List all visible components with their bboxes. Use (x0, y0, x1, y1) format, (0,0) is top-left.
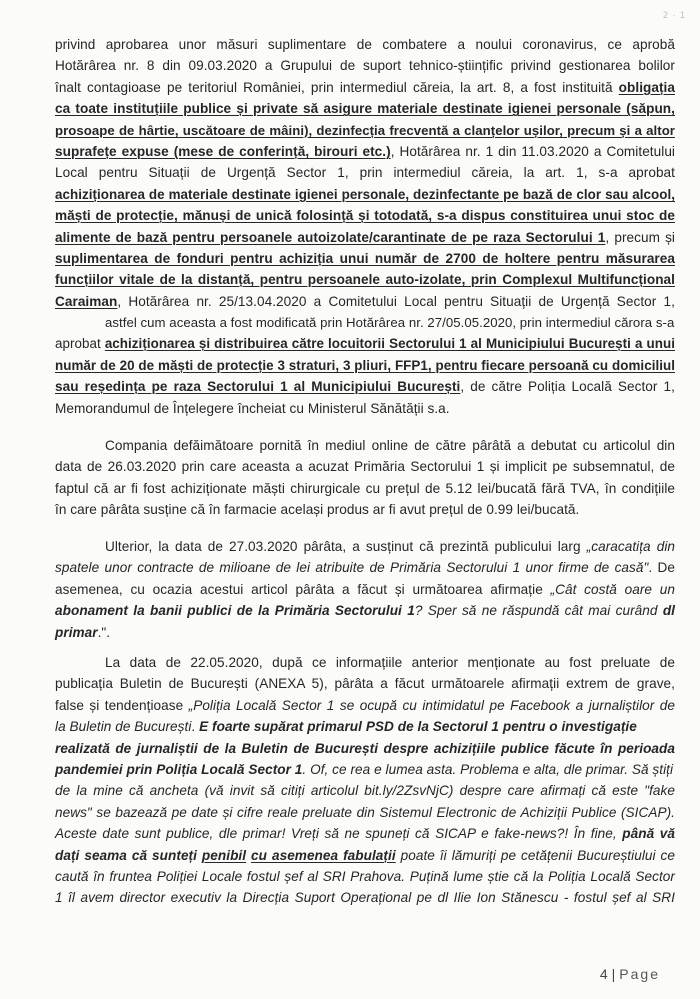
text-line (55, 184, 675, 205)
text-line (55, 579, 675, 600)
text-line (55, 802, 675, 823)
text-run: Ulterior, la data de 27.03.2020 pârâta, a susținut că prezintă publicului larg (105, 539, 587, 554)
text-run: înalt contagioase pe teritoriul României, prin intermediul căreia, la art. 8, a fost instituită (55, 79, 619, 95)
text-line (55, 456, 675, 477)
text-line (55, 333, 675, 354)
corner-mark: 2 · 1 (662, 10, 686, 20)
text-run: privind aprobarea unor măsuri suplimentare de combatere a noului coronavirus, ce aprobă (55, 37, 675, 52)
text-line (55, 312, 675, 333)
text-run: data de 26.03.2020 prin care aceasta a acuzat Primăria Sectorului 1 și implicit pe subsemnatul, de (55, 459, 675, 475)
text-run: Hotărârea nr. 8 din 09.03.2020 a Grupului de suport tehnico-științific privind gestionarea bolilor (55, 58, 675, 74)
text-line (55, 887, 675, 908)
text-line (55, 478, 675, 499)
underlined-text: Caraiman (55, 293, 118, 309)
text-line (55, 866, 675, 887)
text-line (55, 291, 675, 312)
underlined-text: ca toate instituțiile publice și private să asigure materiale destinate igienei personale (săpun, (55, 101, 675, 117)
text-run: astfel cum aceasta a fost modificată prin Hotărârea nr. 27/05.05.2020, prin intermediul cărora s-a (105, 315, 675, 331)
text-run: „Poliția Locală Sector 1 se ocupă cu intimidatul pe Facebook a jurnaliștilor de (188, 697, 675, 713)
text-line (55, 716, 675, 737)
underlined-text: suprafețe expuse (mese de conferință, birouri etc.) (55, 143, 391, 159)
text-run: . (191, 719, 200, 735)
text-line (55, 269, 675, 290)
text-line (55, 248, 675, 269)
bold-text: până vă (622, 826, 675, 842)
text-line (55, 622, 675, 643)
text-run: Memorandumul de Înțelegere încheiat cu Ministerul Sănătății s.a. (55, 400, 450, 416)
underlined-text: prosoape de hârtie, uscătoare de mâini), dezinfecția frecventă a clanțelor ușilor, precum și a altor (55, 122, 675, 138)
text-line (55, 34, 675, 55)
text-run: caută în fruntea Poliției Locale fostul șef al SRI Prahova. Puțină lume știe că la Poliția Locală Sector (55, 868, 675, 884)
text-run: Local pentru Situații de Urgență Sector 1, prin intermediul căreia, la art. 1, s-a aprobat (55, 165, 675, 181)
text-run: la Buletin de București (55, 719, 192, 735)
text-line (55, 823, 675, 844)
text-run: aprobat (55, 336, 105, 352)
text-run: , Hotărârea nr. 1 din 11.03.2020 a Comitetului (390, 143, 675, 159)
text-run: în care pârâta susține că în farmacie același produs ar fi avut prețul de 0.99 lei/bucată. (55, 502, 580, 518)
text-run: „Cât costă oare un (550, 581, 675, 597)
text-run: , precum și (605, 229, 676, 245)
text-run: publicația Buletin de București (ANEXA 5), pârâta a făcut următoarele afirmații extrem de grave, (55, 676, 675, 692)
text-run: , de către Poliția Locală Sector 1, (460, 379, 675, 395)
text-run: poate îi lămuriți pe cetățenii Bucureștiului ce (395, 847, 675, 863)
text-run: La data de 22.05.2020, după ce informațiile anterior menționate au fost preluate de (105, 655, 675, 670)
paragraph (55, 34, 675, 419)
text-run: 1 îl avem director executiv la Direcția Suport Operațional pe dl Ilie Ion Stănescu - fostul șef al SRI (55, 890, 675, 906)
underlined-text: cu asemenea fabulații (251, 847, 396, 863)
text-line (55, 759, 675, 780)
text-line (55, 652, 675, 673)
text-run: „caracatița din (586, 539, 675, 554)
text-line (55, 738, 675, 759)
underlined-text: suplimentarea de fonduri pentru achiziția unui număr de 2700 de holtere pentru măsurarea (55, 250, 675, 266)
text-line (55, 77, 675, 98)
bold-text: dați seama că sunteți (55, 847, 202, 863)
text-line (55, 120, 675, 141)
text-line (55, 673, 675, 694)
underlined-text: număr de 20 de măști de protecție 3 straturi, 3 pliuri, FFP1, pentru fiecare persoană cu domiciliul (55, 357, 675, 373)
text-line (55, 435, 675, 456)
text-line (55, 55, 675, 76)
bold-text: primar (55, 624, 98, 640)
bold-text: pandemiei prin Poliția Locală Sector 1 (55, 761, 303, 777)
page-label: Page (619, 966, 660, 982)
text-line (55, 141, 675, 162)
text-line (55, 205, 675, 226)
page-footer (600, 966, 660, 982)
text-line (55, 695, 675, 716)
text-run: spatele unor contracte de milioane de lei atribuite de Primăria Sectorului 1 unor firme de casă" (55, 560, 649, 576)
bold-text: abonament la banii publici de la Primăria Sectorului 1 (55, 603, 415, 619)
paragraph (55, 652, 675, 909)
bold-text: realizată de jurnaliștii de la Buletin de București despre achizițiile publice făcute în perioada (55, 740, 675, 756)
underlined-text: achiziționarea de materiale destinate igienei personale, dezinfectante pe bază de clor sau alcool, (55, 186, 675, 202)
text-line (55, 227, 675, 248)
text-run: Aceste date sunt publice, dle primar! Vreți să ne spuneți că SICAP e fake-news?! În fine, (55, 826, 623, 842)
text-run: ? Sper să ne răspundă cât mai curând (414, 603, 663, 619)
text-run: Compania defăimătoare pornită în mediul online de către pârâtă a debutat cu articolul din (105, 438, 675, 453)
text-line (55, 780, 675, 801)
text-line (55, 376, 675, 397)
text-run: .". (97, 624, 111, 640)
underlined-text: sau reședința pe raza Sectorului 1 al Municipiului București (55, 379, 461, 395)
text-line (55, 355, 675, 376)
underlined-text: măști de protecție, mănuși de unică folosință și totodată, s-a dispus constituirea unui stoc de (55, 208, 675, 224)
text-run: faptul că ar fi fost achiziționate măști chirurgicale cu prețul de 5.12 lei/bucată fără TVA, în condițiile (55, 480, 675, 496)
paragraph (55, 536, 675, 643)
text-line (55, 536, 675, 557)
text-line (55, 499, 675, 520)
bold-text: E foarte supărat primarul PSD de la Sectorul 1 pentru o investigație (199, 719, 637, 735)
underlined-text: penibil (201, 847, 247, 863)
text-run: news" se bazează pe date și cifre reale preluate din Sistemul Electronic de Achiziții Publice (SICAP). (55, 804, 675, 820)
text-run: de la mine că ancheta (vă invit să citiți articolul bit.ly/2ZsvNjC) despre care afirmați că este "fake (55, 783, 675, 799)
text-run: , Hotărârea nr. 25/13.04.2020 a Comitetului Local pentru Situații de Urgență Sector 1, (117, 293, 675, 309)
text-line (55, 845, 675, 866)
text-run: . Of, ce rea e lumea asta. Problema e alta, dle primar. Să știți (302, 761, 674, 777)
text-run: . De (648, 560, 675, 576)
page-number: 4 (599, 966, 608, 982)
paragraph (55, 435, 675, 521)
underlined-text: obligația (618, 79, 675, 95)
text-line (55, 398, 675, 419)
underlined-text: achiziționarea și distribuirea către locuitorii Sectorului 1 al Municipiului București a unui (104, 336, 675, 352)
bold-text: dl (662, 603, 675, 619)
text-line (55, 557, 675, 578)
underlined-text: funcțiilor vitale de la distanță, pentru persoanele auto-izolate, prin Complexul Multifuncțional (55, 272, 675, 288)
text-run: asemenea, cu ocazia acestui articol pârâta a făcut și următoarea afirmație (55, 581, 551, 597)
text-line (55, 600, 675, 621)
text-line (55, 162, 675, 183)
text-line (55, 98, 675, 119)
text-run: false și tendențioase (55, 697, 189, 713)
underlined-text: alimente de bază pentru persoanele autoizolate/carantinate de pe raza Sectorului 1 (55, 229, 606, 245)
page-separator: | (611, 966, 616, 982)
